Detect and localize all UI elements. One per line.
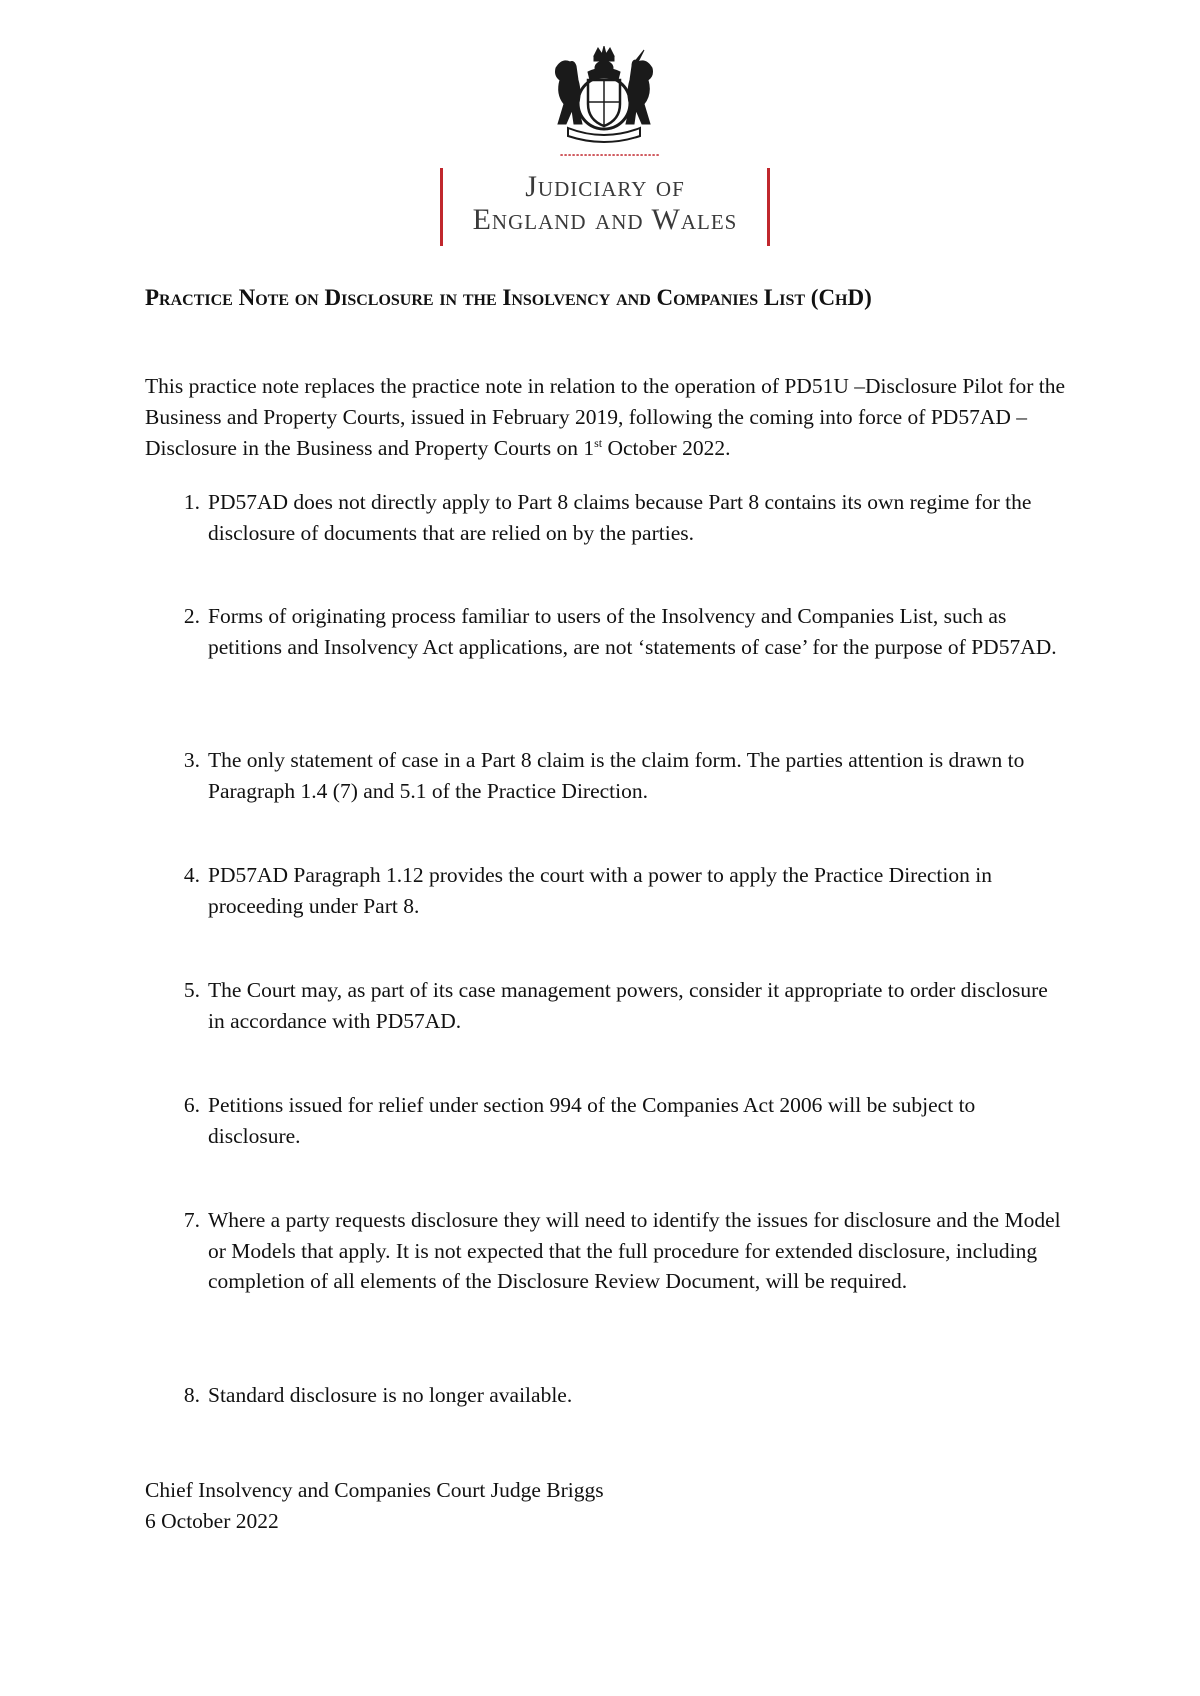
list-item-number: 8. xyxy=(183,1383,200,1407)
list-item-text: The Court may, as part of its case management powers, consider it appropriate to order disclosure in accordance with PD57AD. xyxy=(208,978,1048,1033)
list-item xyxy=(183,601,1068,662)
red-vertical-rule-right xyxy=(767,168,770,246)
signatory-name: Chief Insolvency and Companies Court Judge Briggs xyxy=(145,1478,604,1502)
list-item-number: 6. xyxy=(183,1093,200,1117)
list-item xyxy=(183,1090,1068,1151)
list-item-text: Where a party requests disclosure they will need to identify the issues for disclosure and the Model or Models that apply. It is not expected that the full procedure for extended disclosure, including completion of all elements of the Disclosure Review Document, will be required. xyxy=(208,1208,1061,1293)
list-item-text: Standard disclosure is no longer available. xyxy=(208,1383,573,1407)
intro-text-after: October 2022. xyxy=(602,436,731,460)
list-item-number: 1. xyxy=(183,490,200,514)
list-item-text: Forms of originating process familiar to users of the Insolvency and Companies List, such as petitions and Insolvency Act applications, are not ‘statements of case’ for the purpose of PD57AD. xyxy=(208,604,1057,659)
list-item xyxy=(183,1380,1068,1411)
list-item-text: PD57AD does not directly apply to Part 8 claims because Part 8 contains its own regime for the disclosure of documents that are relied on by the parties. xyxy=(208,490,1032,545)
decorative-dotted-rule xyxy=(560,152,660,158)
signature-block xyxy=(145,1475,604,1537)
intro-paragraph xyxy=(145,371,1075,464)
list-item xyxy=(183,487,1068,548)
list-item-text: PD57AD Paragraph 1.12 provides the court with a power to apply the Practice Direction in proceeding under Part 8. xyxy=(208,863,992,918)
list-item xyxy=(183,745,1068,806)
document-title: Practice Note on Disclosure in the Insolvency and Companies List (ChD) xyxy=(145,285,872,310)
organisation-name xyxy=(443,170,767,236)
list-item-text: Petitions issued for relief under section 994 of the Companies Act 2006 will be subject to disclosure. xyxy=(208,1093,976,1148)
list-item-number: 5. xyxy=(183,978,200,1002)
list-item xyxy=(183,1205,1068,1297)
organisation-name-line-2: England and Wales xyxy=(472,203,738,236)
list-item xyxy=(183,860,1068,921)
organisation-name-line-1: Judiciary of xyxy=(525,170,685,203)
royal-coat-of-arms-icon xyxy=(548,46,660,146)
list-item-text: The only statement of case in a Part 8 claim is the claim form. The parties attention is drawn to Paragraph 1.4 (7) and 5.1 of the Practice Direction. xyxy=(208,748,1025,803)
list-item-number: 7. xyxy=(183,1208,200,1232)
intro-text-before: This practice note replaces the practice note in relation to the operation of PD51U –Disclosure Pilot for the Business and Property Courts, issued in February 2019, following the coming into force of PD57AD – Disclosure in the Business and Property Courts on 1 xyxy=(145,374,1066,460)
list-item-number: 3. xyxy=(183,748,200,772)
list-item xyxy=(183,975,1068,1036)
list-item-number: 4. xyxy=(183,863,200,887)
intro-ordinal-suffix: st xyxy=(594,435,603,450)
list-item-number: 2. xyxy=(183,604,200,628)
signature-date: 6 October 2022 xyxy=(145,1509,279,1533)
